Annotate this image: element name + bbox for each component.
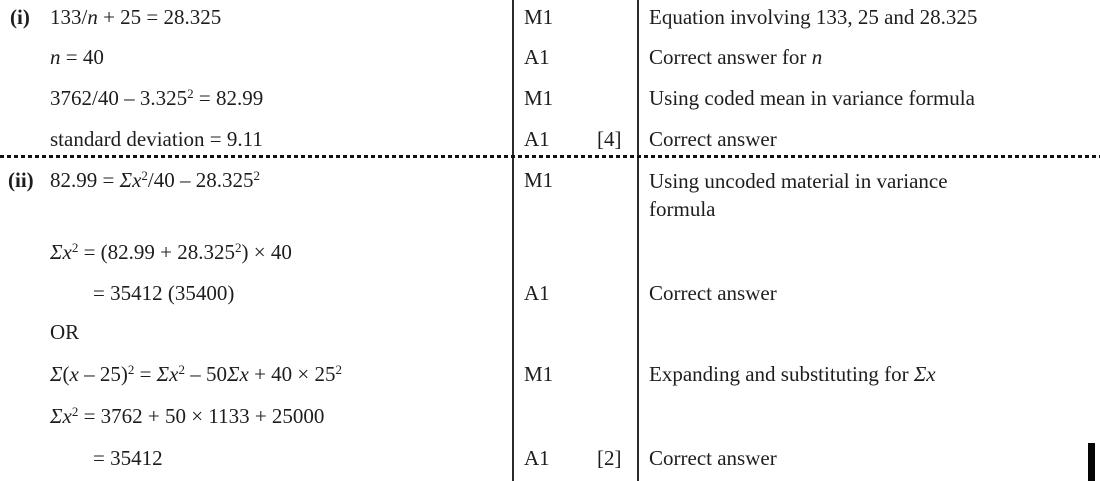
desc-line: Using uncoded material in variance formula bbox=[649, 169, 948, 221]
work-line: $82.99 = \Sigma x^2/40 - 28.325^2$ bbox=[50, 167, 261, 192]
mark-cell: A1 bbox=[524, 281, 550, 305]
work-line: standard deviation = 9.11 bbox=[50, 127, 263, 151]
mark-cell: A1 bbox=[524, 446, 550, 470]
work-line: $\Sigma(x - 25)^2 = \Sigma x^2 - 50\Sigma x + 40 \times 25^2$ bbox=[50, 361, 343, 386]
work-line: $3762/40 - 3.325^2 = 82.99$ bbox=[50, 85, 264, 110]
work-line: $\Sigma x^2 = (82.99 + 28.325^2) \times 40$ bbox=[50, 239, 292, 264]
part-divider-dashed-line bbox=[0, 155, 1100, 158]
mark-cell: M1 bbox=[524, 168, 554, 192]
work-line: $\Sigma x^2 = 3762 + 50 \times 1133 + 25000$ bbox=[50, 403, 325, 428]
column-divider-right bbox=[637, 0, 639, 481]
marks-total: [4] bbox=[597, 127, 622, 151]
desc-line: Equation involving 133, 25 and 28.325 bbox=[649, 5, 978, 29]
desc-line: Correct answer bbox=[649, 281, 777, 305]
text-cursor-bar bbox=[1088, 443, 1095, 481]
desc-line: Expanding and substituting for Σx bbox=[649, 362, 936, 386]
desc-line: Correct answer bbox=[649, 127, 777, 151]
marks-total: [2] bbox=[597, 446, 622, 470]
desc-line: Using coded mean in variance formula bbox=[649, 86, 975, 110]
work-line-or: OR bbox=[50, 320, 80, 344]
mark-cell: A1 bbox=[524, 127, 550, 151]
part-i-label: (i) bbox=[10, 5, 30, 29]
desc-line: Correct answer bbox=[649, 446, 777, 470]
work-line: = 35412 (35400) bbox=[93, 281, 235, 305]
mark-cell: A1 bbox=[524, 45, 550, 69]
work-line: = 35412 bbox=[93, 446, 163, 470]
work-line: n = 40 bbox=[50, 45, 104, 69]
desc-line: Correct answer for n bbox=[649, 45, 823, 69]
mark-cell: M1 bbox=[524, 362, 554, 386]
mark-cell: M1 bbox=[524, 5, 554, 29]
part-ii-label: (ii) bbox=[8, 168, 34, 192]
column-divider-left bbox=[512, 0, 514, 481]
mark-cell: M1 bbox=[524, 86, 554, 110]
work-line: 133/n + 25 = 28.325 bbox=[50, 5, 222, 29]
